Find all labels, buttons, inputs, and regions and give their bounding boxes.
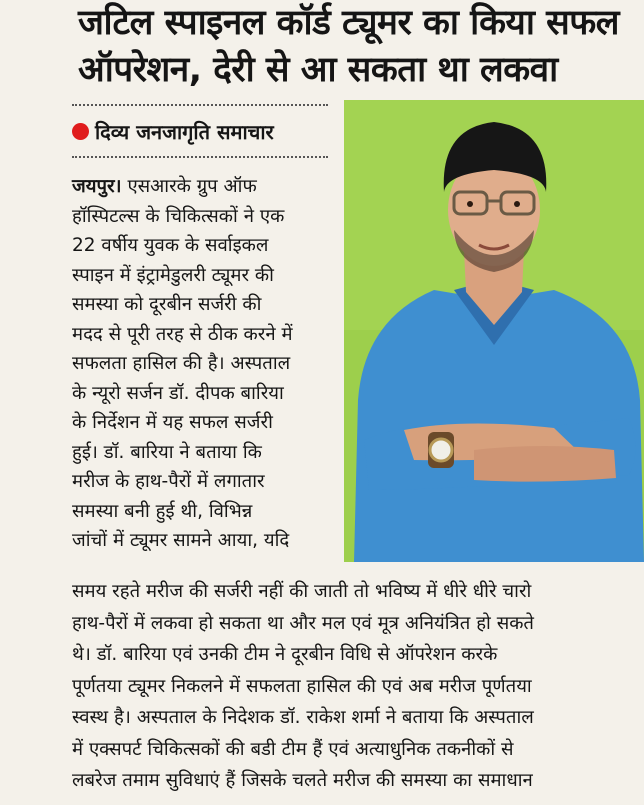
- column-line: के न्यूरो सर्जन डॉ. दीपक बारिया: [72, 382, 284, 404]
- column-line: समस्या बनी हुई थी, विभिन्न: [72, 500, 253, 522]
- full-line: पूर्णतया ट्यूमर निकलने में सफलता हासिल की एवं अब मरीज पूर्णतया: [72, 675, 532, 697]
- column-line-text: एसआरके ग्रुप ऑफ: [127, 176, 257, 197]
- column-line: मरीज के हाथ-पैरों में लगातार: [72, 471, 265, 492]
- byline: दिव्य जनजागृति समाचार: [95, 119, 274, 144]
- column-line: 22 वर्षीय युवक के सर्वाइकल: [72, 235, 269, 256]
- doctor-photo-illustration: [344, 100, 644, 562]
- headline-line-1: जटिल स्पाइनल कॉर्ड ट्यूमर का किया सफल: [78, 3, 619, 43]
- headline-line-2: ऑपरेशन, देरी से आ सकता था लकवा: [78, 50, 558, 90]
- byline-bar: [72, 104, 328, 158]
- column-line: के निर्देशन में यह सफल सर्जरी: [72, 412, 273, 433]
- full-line: लबरेज तमाम सुविधाएं हैं जिसके चलते मरीज की समस्या का समाधान: [72, 770, 533, 791]
- column-line: हॉस्पिटल्स के चिकित्सकों ने एक: [72, 205, 285, 227]
- column-line: स्पाइन में इंट्रामेडुलरी ट्यूमर की: [72, 264, 274, 286]
- column-line: सफलता हासिल की है। अस्पताल: [72, 353, 291, 374]
- headline: [0, 0, 644, 100]
- doctor-photo: [344, 100, 644, 562]
- dateline: जयपुर।: [72, 176, 122, 197]
- column-line: जांचों में ट्यूमर सामने आया, यदि: [72, 530, 290, 551]
- article-full-width: [72, 576, 632, 797]
- column-line: समस्या को दूरबीन सर्जरी की: [72, 294, 262, 315]
- full-line: स्वस्थ है। अस्पताल के निदेशक डॉ. राकेश शर्मा ने बताया कि अस्पताल: [72, 707, 534, 728]
- red-bullet-icon: [72, 123, 89, 140]
- full-line: हाथ-पैरों में लकवा हो सकता था और मल एवं मूत्र अनियंत्रित हो सकते: [72, 612, 534, 634]
- column-line: मदद से पूरी तरह से ठीक करने में: [72, 323, 293, 345]
- column-line: हुई। डॉ. बारिया ने बताया कि: [72, 441, 262, 463]
- full-line: थे। डॉ. बारिया एवं उनकी टीम ने दूरबीन विधि से ऑपरेशन करके: [72, 644, 498, 665]
- full-line: में एक्सपर्ट चिकित्सकों की बडी टीम हैं एवं अत्याधुनिक तकनीकों से: [72, 738, 514, 760]
- column-line: [72, 172, 336, 202]
- full-line: समय रहते मरीज की सर्जरी नहीं की जाती तो भविष्य में धीरे धीरे चारो: [72, 581, 532, 602]
- article-column: [72, 172, 336, 556]
